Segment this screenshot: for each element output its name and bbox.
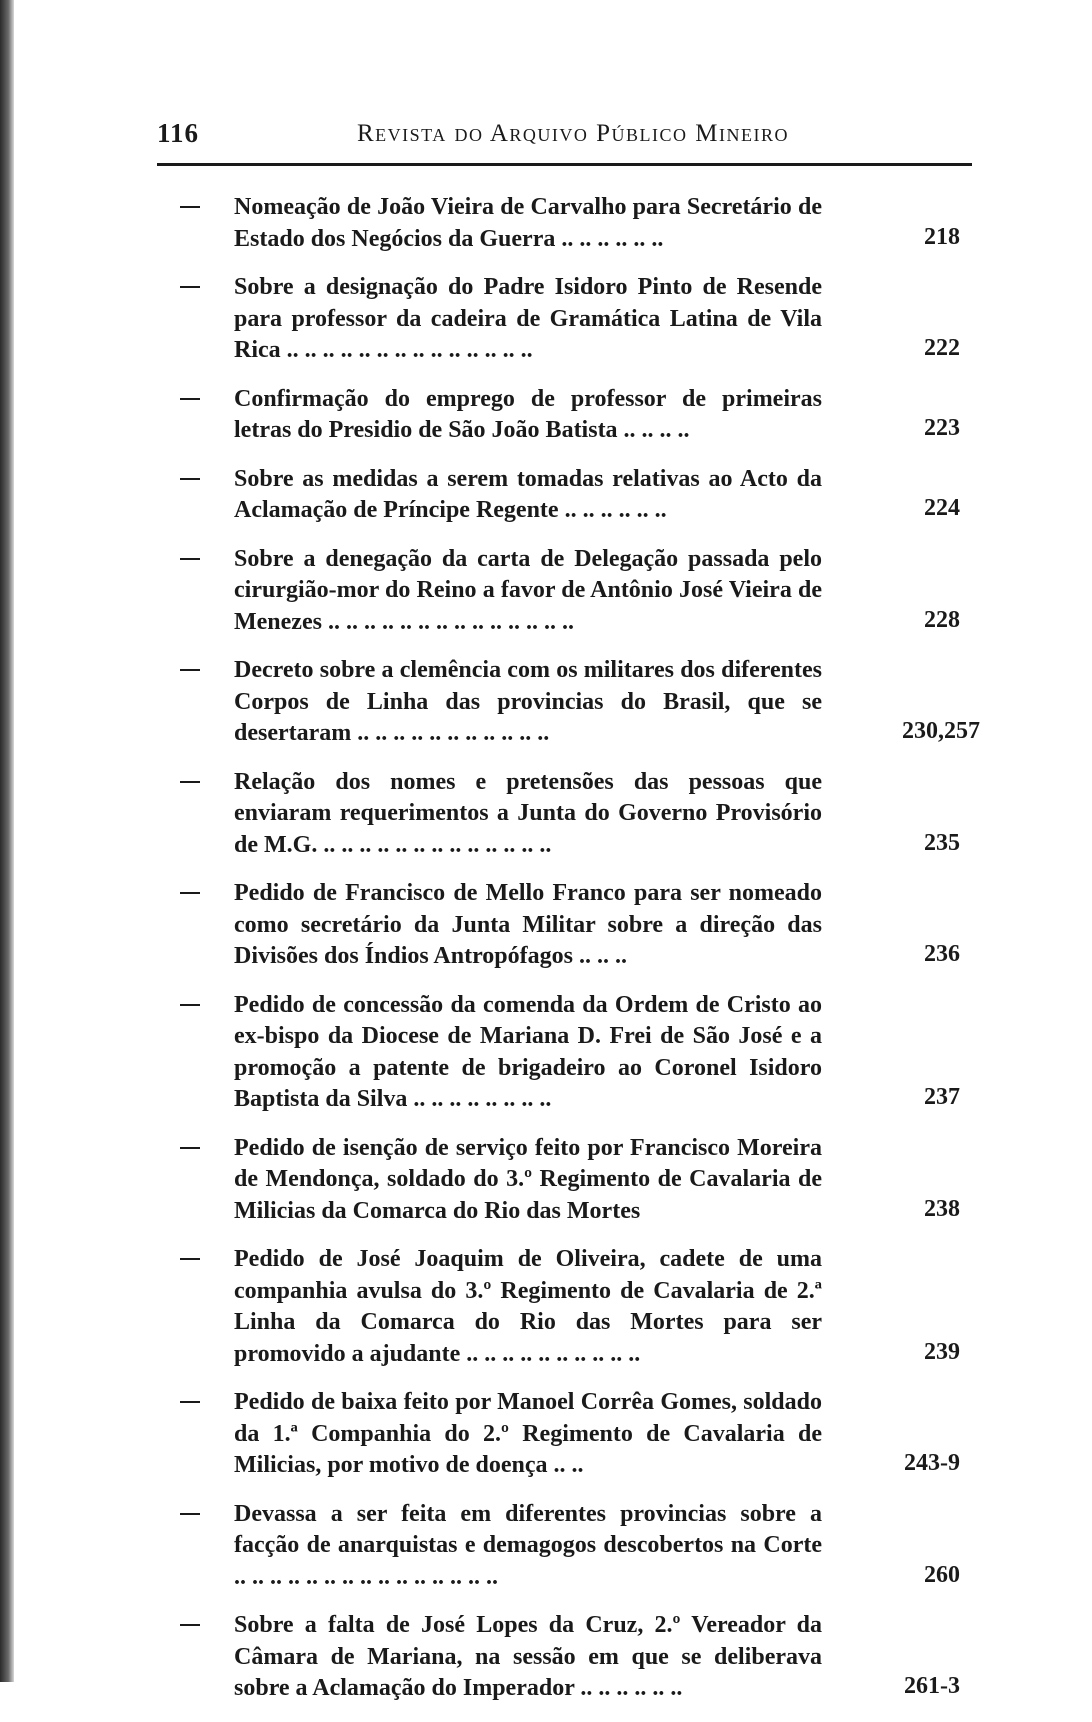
entry-dash — [180, 1147, 200, 1149]
entry-text: Relação dos nomes e pretensões das pessoas que enviaram requerimentos a Junta do Governo Provisório de M.G. .. .. .. .. .. .. .. .. .. .. .. .. .. — [234, 768, 822, 858]
index-entries — [180, 192, 980, 1722]
page-header — [157, 118, 972, 158]
entry-page-ref: 261-3 — [904, 1673, 960, 1699]
entry-dash — [180, 1258, 200, 1260]
entry-page-ref: 228 — [924, 606, 960, 633]
entry-text: Decreto sobre a clemência com os militares dos diferentes Corpos de Linha das provincias do Brasil, que se desertaram .. .. .. .. .. .. .. .. .. .. .. — [234, 657, 822, 746]
entry-page-ref: 236 — [924, 941, 960, 967]
entry-dash — [180, 478, 200, 480]
entry-dash — [180, 398, 200, 400]
entry-page-ref: 238 — [924, 1195, 960, 1222]
index-entry — [180, 1387, 980, 1482]
entry-dash — [180, 286, 200, 288]
index-entry — [180, 990, 980, 1116]
entry-page-ref: 243-9 — [904, 1450, 960, 1476]
entry-page-ref: 230,257 — [902, 718, 980, 744]
index-entry — [180, 272, 980, 367]
entry-page-ref: 260 — [924, 1561, 960, 1588]
index-entry — [180, 1499, 980, 1594]
entry-text: Pedido de José Joaquim de Oliveira, cadete de uma companhia avulsa do 3.º Regimento de Cavalaria de 2.ª Linha da Comarca do Rio das Mortes para ser promovido a ajudante .. .. .. .. .. .. .. .. .. .. — [234, 1246, 822, 1367]
entry-text: Devassa a ser feita em diferentes provincias sobre a facção de anarquistas e demagogos descobertos na Corte .. .. .. .. .. .. .. .. .. .. .. .. .. .. .. — [234, 1500, 822, 1590]
entry-dash — [180, 206, 200, 208]
index-entry — [180, 544, 980, 639]
entry-text: Pedido de Francisco de Mello Franco para ser nomeado como secretário da Junta Militar sobre a direção das Divisões dos Índios Antropófagos .. .. .. — [234, 880, 822, 969]
index-entry — [180, 767, 980, 862]
entry-page-ref: 237 — [924, 1084, 960, 1110]
entry-page-ref: 222 — [924, 335, 960, 361]
entry-page-ref: 218 — [924, 223, 960, 250]
index-entry — [180, 1610, 980, 1705]
entry-text: Sobre a falta de José Lopes da Cruz, 2.º Vereador da Câmara de Mariana, na sessão em que se deliberava sobre a Aclamação do Imperador .. .. .. .. .. .. — [234, 1612, 822, 1701]
entry-text: Pedido de isenção de serviço feito por Francisco Moreira de Mendonça, soldado do 3.º Regimento de Cavalaria de Milicias da Comarca do Rio das Mortes — [234, 1134, 822, 1224]
entry-text: Pedido de baixa feito por Manoel Corrêa Gomes, soldado da 1.ª Companhia do 2.º Regimento de Cavalaria de Milicias, por motivo de doença .. .. — [234, 1389, 822, 1478]
page-number: 116 — [157, 118, 200, 148]
entry-page-ref: 224 — [924, 495, 960, 521]
entry-dash — [180, 892, 200, 894]
index-entry — [180, 384, 980, 447]
running-title: Revista do Arquivo Público Mineiro — [357, 120, 790, 147]
index-entry — [180, 192, 980, 255]
entry-text: Sobre a denegação da carta de Delegação passada pelo cirurgião-mor do Reino a favor de Antônio José Vieira de Menezes .. .. .. .. .. .. .. .. .. .. .. .. .. .. — [234, 545, 822, 635]
entry-text: Pedido de concessão da comenda da Ordem de Cristo ao ex-bispo da Diocese de Mariana D. Frei de São José e a promoção a patente de brigadeiro ao Coronel Isidoro Baptista da Silva .. .. .. .. .. .. .. .. — [234, 991, 822, 1112]
book-spine-shadow — [0, 0, 14, 1682]
entry-text: Confirmação do emprego de professor de primeiras letras do Presidio de São João Batista .. .. .. .. — [234, 385, 822, 443]
entry-dash — [180, 669, 200, 671]
entry-dash — [180, 1624, 200, 1626]
entry-text: Nomeação de João Vieira de Carvalho para Secretário de Estado dos Negócios da Guerra .. .. .. .. .. .. — [234, 194, 822, 252]
entry-dash — [180, 558, 200, 560]
index-entry — [180, 878, 980, 973]
entry-dash — [180, 1513, 200, 1515]
entry-page-ref: 239 — [924, 1338, 960, 1365]
index-entry — [180, 1244, 980, 1370]
index-entry — [180, 1133, 980, 1228]
entry-page-ref: 235 — [924, 829, 960, 856]
index-entry — [180, 464, 980, 527]
entry-dash — [180, 1401, 200, 1403]
header-rule — [157, 163, 972, 166]
entry-text: Sobre as medidas a serem tomadas relativas ao Acto da Aclamação de Príncipe Regente .. .. .. .. .. .. — [234, 465, 822, 523]
entry-page-ref: 223 — [924, 415, 960, 441]
entry-dash — [180, 781, 200, 783]
entry-text: Sobre a designação do Padre Isidoro Pinto de Resende para professor da cadeira de Gramática Latina de Vila Rica .. .. .. .. .. .. .. .. .. .. .. .. .. .. — [234, 274, 822, 363]
entry-dash — [180, 1004, 200, 1006]
index-entry — [180, 655, 980, 750]
